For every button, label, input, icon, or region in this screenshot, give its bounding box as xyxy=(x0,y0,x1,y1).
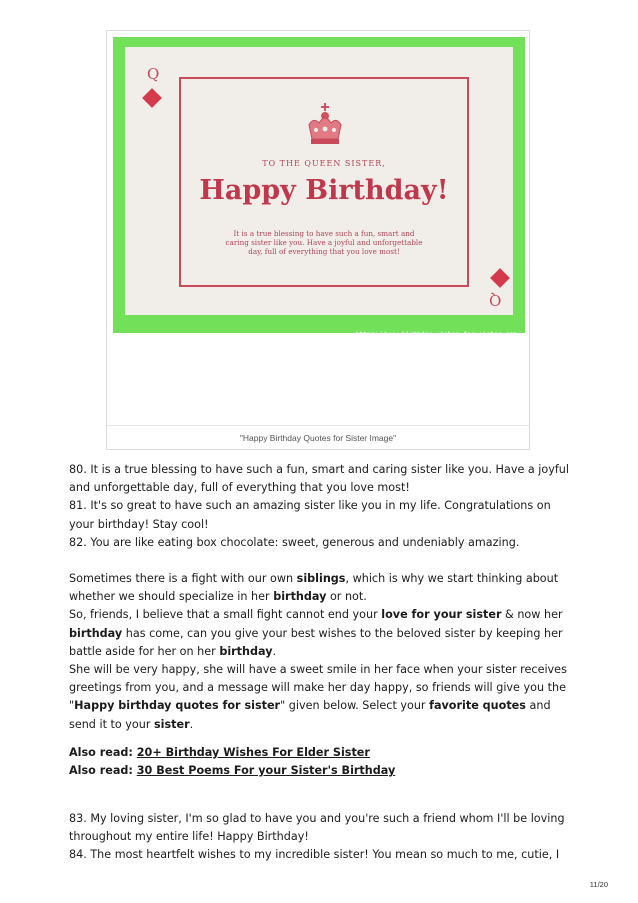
diamond-suit-icon xyxy=(490,268,510,288)
quotes-block-2 xyxy=(69,810,569,865)
diamond-suit-icon xyxy=(142,88,162,108)
queen-rank-letter-top: Q xyxy=(147,65,160,83)
birthday-card-image xyxy=(113,37,525,338)
card-headline: Happy Birthday! xyxy=(199,175,449,206)
intro-paragraph-2: So, friends, I believe that a small fight cannot end your love for your sister & now her birthday has come, can you give your best wishes to the beloved sister by keeping her battle aside for her on her birthday. xyxy=(69,608,563,658)
also-read-item: Also read: 30 Best Poems For your Sister's Birthday xyxy=(69,764,396,778)
card-message: It is a true blessing to have such a fun, smart and caring sister like you. Have a joyful and unforgettable day, full of everything that you love most! xyxy=(225,229,423,257)
card-inner xyxy=(125,47,513,315)
also-read-link-poems[interactable]: 30 Best Poems For your Sister's Birthday xyxy=(136,764,396,778)
card-dedication: TO THE QUEEN SISTER, xyxy=(262,159,386,168)
also-read-block xyxy=(69,744,569,780)
page-number: 11/20 xyxy=(589,880,608,889)
quotes-block-1 xyxy=(69,461,569,552)
birthday-card-figure xyxy=(106,30,530,450)
intro-block xyxy=(69,570,569,734)
crown-icon xyxy=(307,103,343,147)
also-read-item: Also read: 20+ Birthday Wishes For Elder Sister xyxy=(69,746,370,759)
quote-82: 82. You are like eating box chocolate: sweet, generous and undeniably amazing. xyxy=(69,535,520,549)
quote-83: 83. My loving sister, I'm so glad to have you and you're such a friend whom I'll be loving throughout my entire life! Happy Birthday! xyxy=(69,812,565,844)
quote-81: 81. It's so great to have such an amazing sister like you in my life. Congratulations on your birthday! Stay cool! xyxy=(69,499,551,531)
quote-84: 84. The most heartfelt wishes to my incredible sister! You mean so much to me, cutie, I xyxy=(69,848,560,862)
intro-paragraph-3: She will be very happy, she will have a sweet smile in her face when your sister receives greetings from you, and a message will make her day happy, so friends will give you the "Happy birthday quotes for sister" given below. Select your favorite quotes and send it to your sister. xyxy=(69,663,567,731)
also-read-link-elder-sister[interactable]: 20+ Birthday Wishes For Elder Sister xyxy=(136,746,370,759)
figure-caption: "Happy Birthday Quotes for Sister Image" xyxy=(107,425,529,450)
queen-rank-letter-bottom: Q xyxy=(489,291,502,309)
card-watermark-url: https://www.birthday-wishes-for-sister.com xyxy=(355,330,517,338)
intro-paragraph-1: Sometimes there is a fight with our own siblings, which is why we start thinking about whether we should specialize in her birthday or not. xyxy=(69,572,559,604)
quote-80: 80. It is a true blessing to have such a fun, smart and caring sister like you. Have a joyful and unforgettable day, full of everything that you love most! xyxy=(69,463,570,495)
